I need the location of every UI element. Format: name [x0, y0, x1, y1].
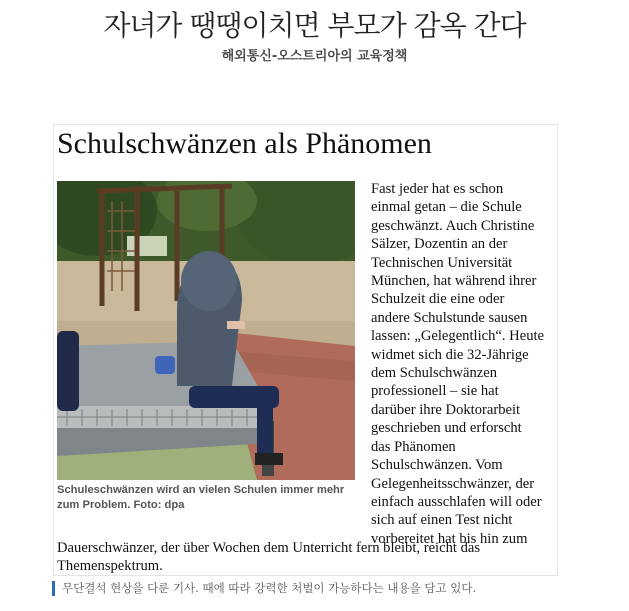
body-line: geschwänzt. Auch Christine [371, 217, 535, 234]
body-line: Dauerschwänzer, der über Wochen dem Unterricht fern bleibt, reicht das [57, 540, 481, 556]
article-body-column [371, 180, 557, 548]
headline: 자녀가 땡땡이치면 부모가 감옥 간다 [103, 9, 526, 42]
body-line: Fast jeder hat es schon [371, 181, 504, 197]
body-line: Gelegenheitsschwänzer, der [371, 475, 535, 492]
body-line: andere Schulstunde sausen [371, 309, 528, 326]
subheadline: 해외통신-오스트리아의 교육정책 [221, 49, 408, 64]
body-line: München, hat während ihrer [371, 273, 537, 290]
body-line: darüber ihre Doktorarbeit [371, 401, 521, 418]
body-line: dem Schulschwänzen [371, 365, 498, 382]
playground-photo [57, 181, 355, 480]
body-line: lassen: „Gelegentlich“. Heute [371, 328, 545, 345]
article-photo [57, 181, 355, 480]
body-line: sich auf einen Test nicht [371, 512, 513, 529]
body-line: geschrieben und erforscht [371, 420, 522, 437]
body-line: einfach ausschlafen will oder [371, 493, 542, 510]
body-line: Schulzeit die eine oder [371, 291, 505, 308]
article-title: Schulschwänzen als Phänomen [57, 127, 432, 160]
body-line: das Phänomen [371, 438, 456, 455]
body-line: Schulschwänzen. Vom [371, 457, 503, 474]
body-line: Sälzer, Dozentin an der [371, 236, 508, 253]
body-line: professionell – sie hat [371, 383, 499, 400]
body-line: vorbereitet hat bis hin zum [371, 530, 528, 547]
body-line: Themenspektrum. [57, 558, 163, 575]
article-clipping [53, 124, 558, 576]
caption-line: zum Problem. Foto: dpa [57, 499, 185, 511]
photo-caption [57, 483, 357, 513]
photo-footnote: 무단결석 현상을 다룬 기사. 때에 따라 강력한 처벌이 가능하다는 내용을 담고 있다. [52, 581, 622, 596]
body-line: einmal getan – die Schule [371, 199, 522, 216]
body-line: Technischen Universität [371, 254, 513, 271]
body-line: widmet sich die 32-Jährige [371, 346, 529, 363]
caption-line: Schuleschwänzen wird an vielen Schulen immer mehr [57, 484, 345, 496]
